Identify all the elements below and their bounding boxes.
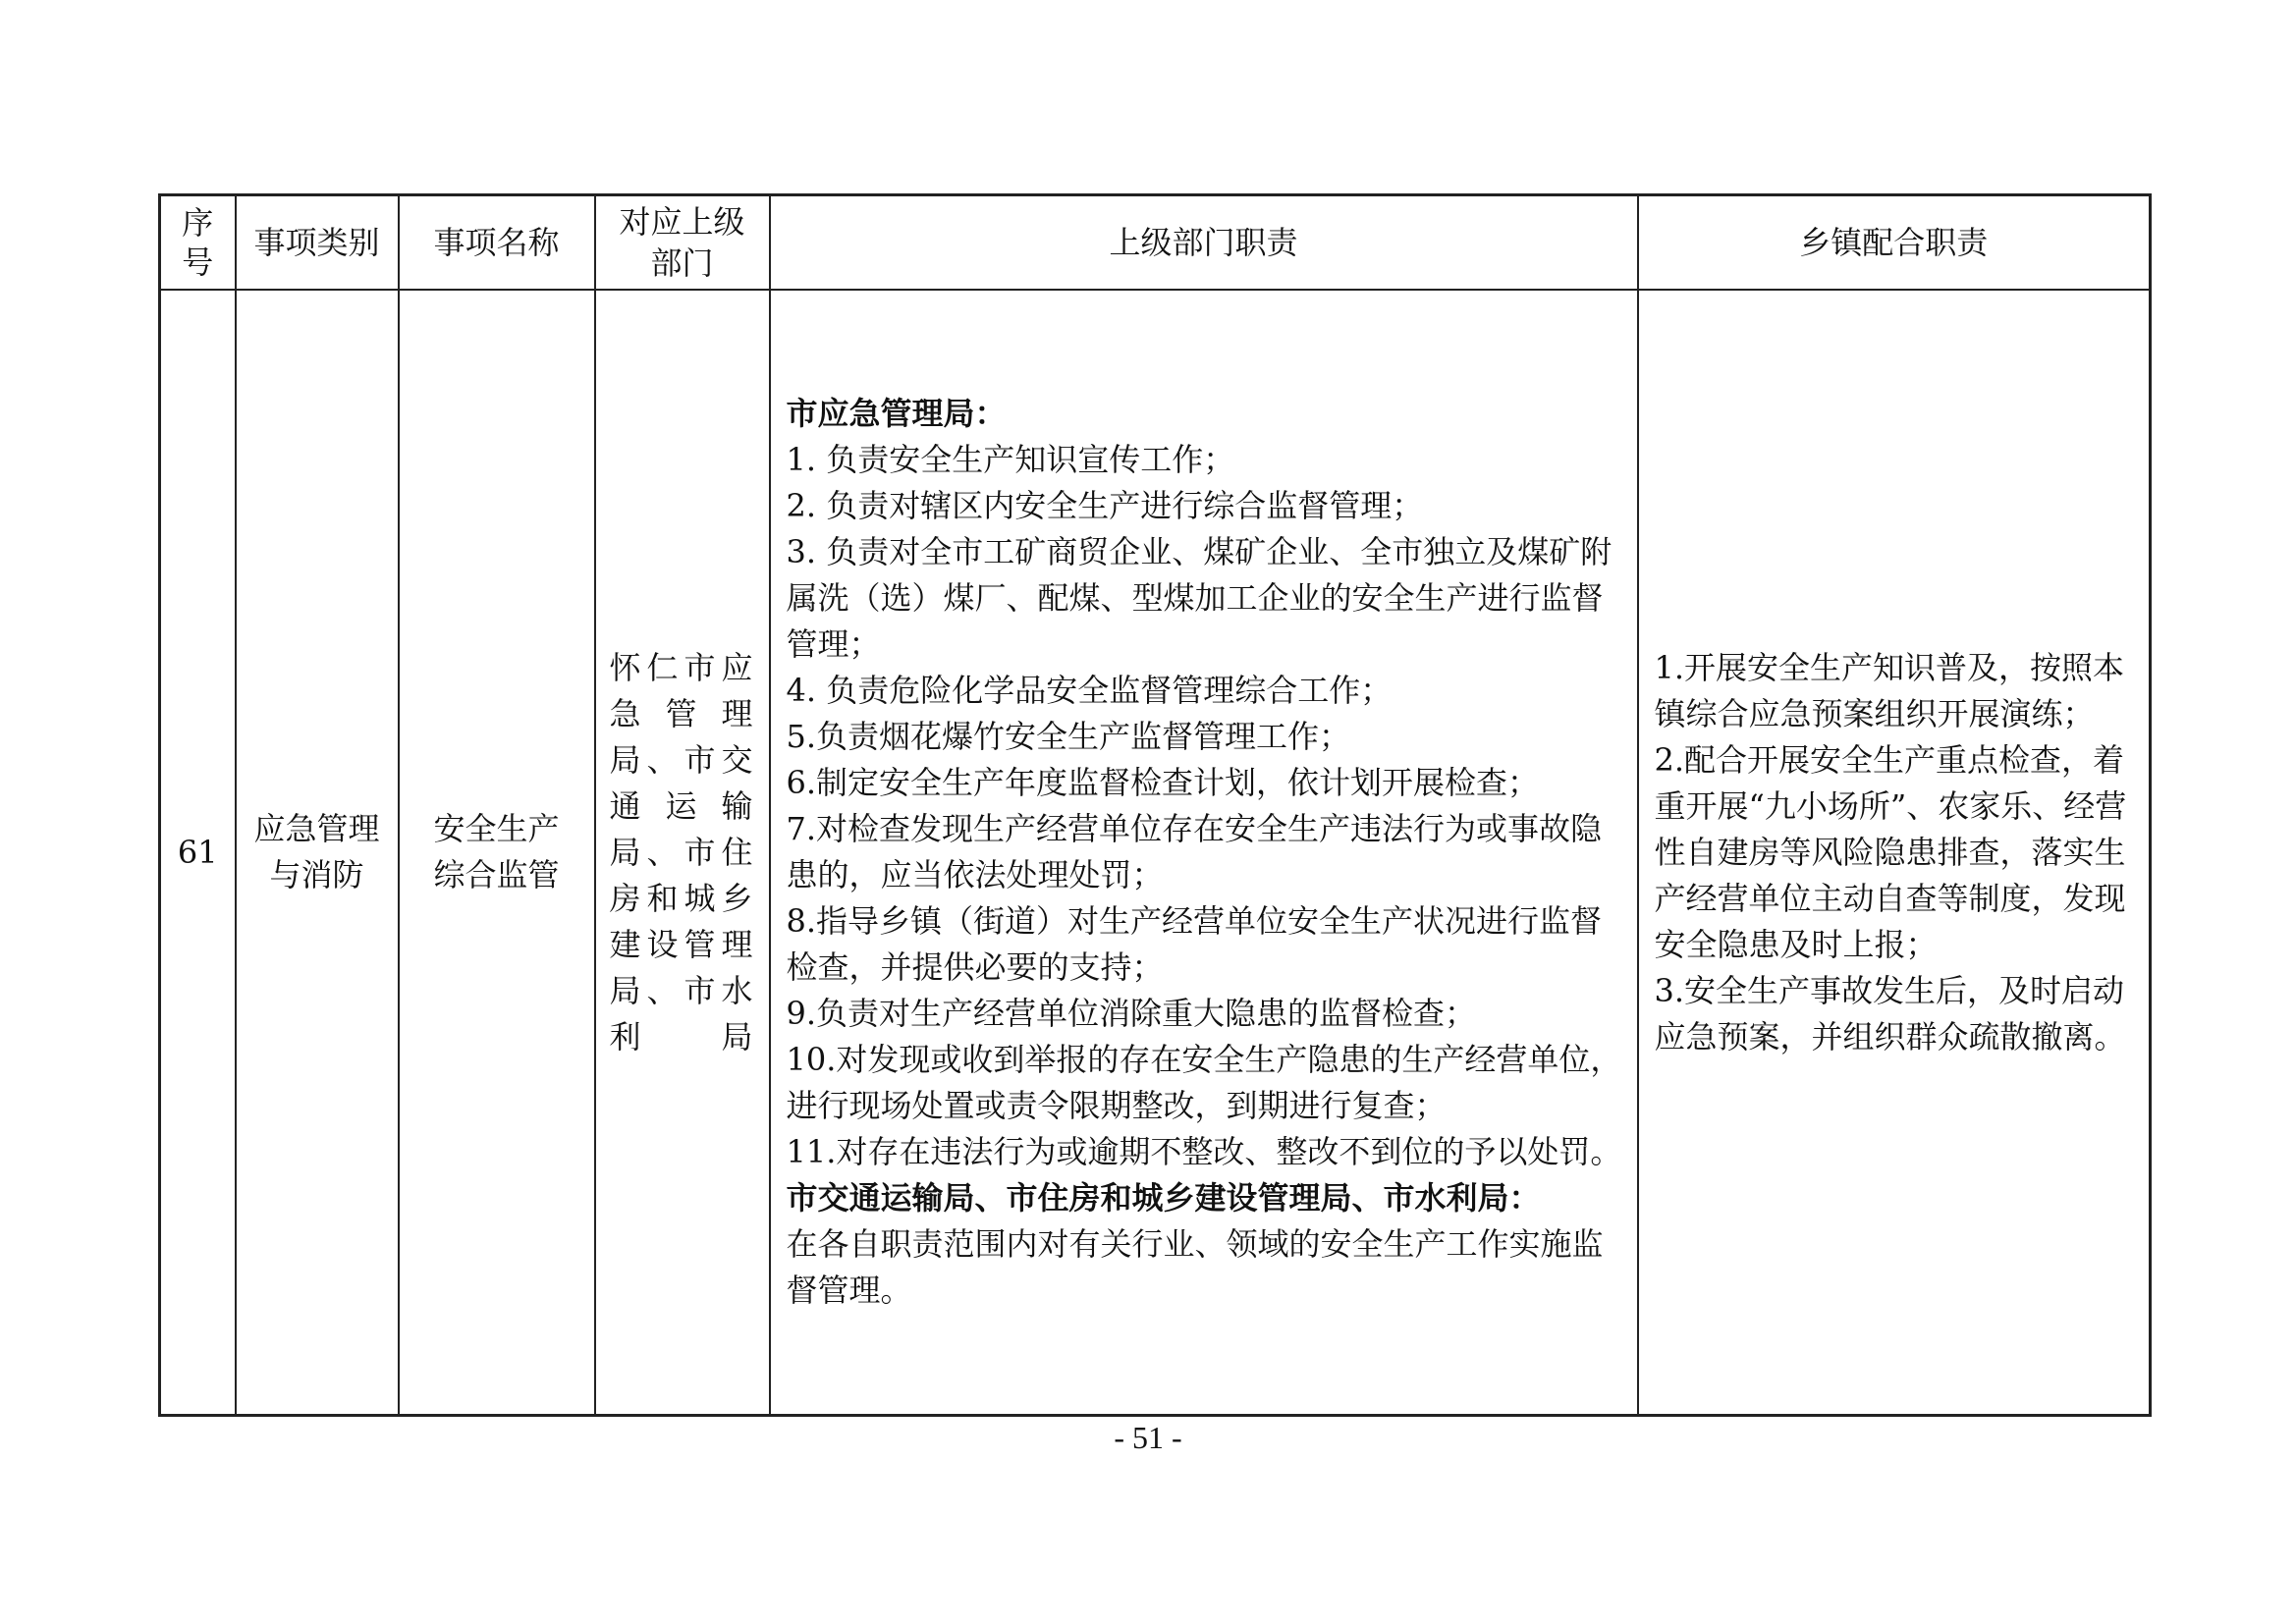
header-upper-duty: 上级部门职责	[770, 195, 1638, 291]
cell-dept: 怀仁市应急管理局、市交通运输局、市住房和城乡建设管理局、市水利局	[595, 290, 770, 1416]
table-row	[160, 290, 2151, 1416]
upper-duty-item: 5.负责烟花爆竹安全生产监督管理工作；	[786, 718, 1351, 755]
upper-duty-item: 8.指导乡镇（街道）对生产经营单位安全生产状况进行监督检查，并提供必要的支持；	[786, 902, 1603, 986]
cell-name: 安全生产综合监管	[399, 290, 595, 1416]
town-duty-item: 3.安全生产事故发生后，及时启动应急预案，并组织群众疏散撤离。	[1654, 971, 2126, 1055]
cell-town-duty	[1638, 290, 2151, 1416]
cell-upper-duty	[770, 290, 1638, 1416]
upper-duty-heading-1: 市应急管理局：	[786, 395, 1007, 432]
cell-index: 61	[160, 290, 236, 1416]
header-name: 事项名称	[399, 195, 595, 291]
upper-duty-item: 7.对检查发现生产经营单位存在安全生产违法行为或事故隐患的，应当依法处理处罚；	[786, 810, 1603, 893]
upper-duty-item: 6.制定安全生产年度监督检查计划，依计划开展检查；	[786, 764, 1540, 801]
responsibility-table	[158, 193, 2152, 1417]
header-town-duty: 乡镇配合职责	[1638, 195, 2151, 291]
town-duty-item: 1.开展安全生产知识普及，按照本镇综合应急预案组织开展演练；	[1654, 648, 2125, 732]
upper-duty-tail: 在各自职责范围内对有关行业、领域的安全生产工作实施监督管理。	[786, 1225, 1604, 1309]
upper-duty-item: 3. 负责对全市工矿商贸企业、煤矿企业、全市独立及煤矿附属洗（选）煤厂、配煤、型煤加工企业的安全生产进行监督管理；	[786, 533, 1613, 663]
page-number: - 51 -	[1114, 1420, 1182, 1455]
upper-duty-item: 2. 负责对辖区内安全生产进行综合监督管理；	[786, 487, 1424, 524]
header-index: 序号	[160, 195, 236, 291]
upper-duty-heading-2: 市交通运输局、市住房和城乡建设管理局、市水利局：	[786, 1179, 1541, 1217]
header-dept: 对应上级部门	[595, 195, 770, 291]
header-category: 事项类别	[236, 195, 399, 291]
upper-duty-item: 9.负责对生产经营单位消除重大隐患的监督检查；	[786, 995, 1477, 1032]
upper-duty-item: 1. 负责安全生产知识宣传工作；	[786, 441, 1235, 478]
header-row	[160, 195, 2151, 291]
upper-duty-item: 4. 负责危险化学品安全监督管理综合工作；	[786, 672, 1393, 709]
upper-duty-item: 11.对存在违法行为或逾期不整改、整改不到位的予以处罚。	[786, 1133, 1622, 1170]
cell-category: 应急管理与消防	[236, 290, 399, 1416]
town-duty-item: 2.配合开展安全生产重点检查，着重开展“九小场所”、农家乐、经营性自建房等风险隐患排查，落实生产经营单位主动自查等制度，发现安全隐患及时上报；	[1654, 740, 2127, 963]
upper-duty-item: 10.对发现或收到举报的存在安全生产隐患的生产经营单位，进行现场处置或责令限期整改，到期进行复查；	[786, 1041, 1622, 1124]
